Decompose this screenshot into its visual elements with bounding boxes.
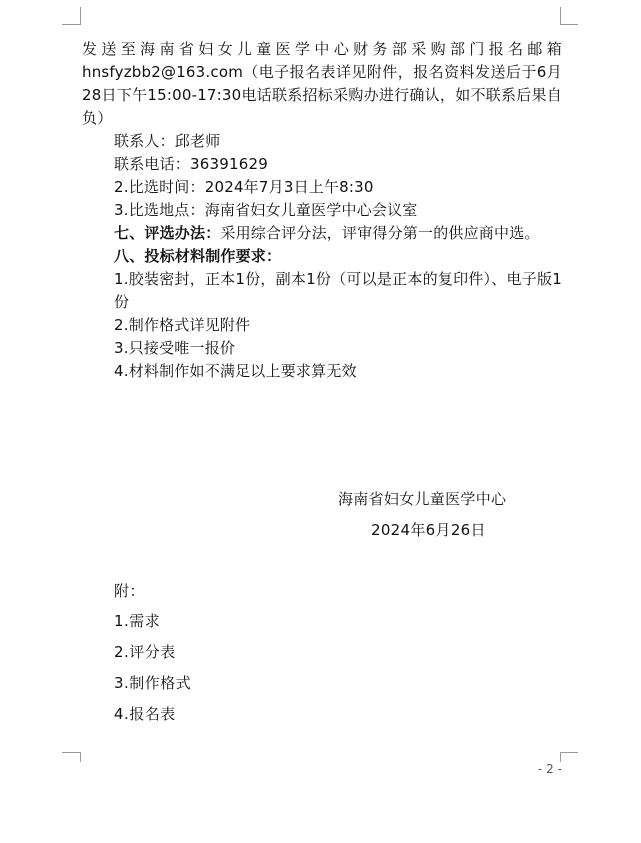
attachments-label: 附： [114,582,146,600]
document-body [82,38,562,383]
signature-organization: 海南省妇女儿童医学中心 [338,490,507,508]
selection-place: 3.比选地点：海南省妇女儿童医学中心会议室 [114,201,418,219]
attachment-item-1: 1.需求 [114,612,161,630]
registration-paragraph: 发送至海南省妇女儿童医学中心财务部采购部门报名邮箱hnsfyzbb2@163.com（电子报名表详见附件，报名资料发送后于6月28日下午15:00-17:30电话联系招标采购办进行确认，如不联系后果自负） [82,40,562,127]
page-number: - 2 - [538,762,562,776]
section-8-item-1: 1.胶装密封，正本1份，副本1份（可以是正本的复印件）、电子版1份 [114,270,562,311]
section-8-item-4: 4.材料制作如不满足以上要求算无效 [114,362,357,380]
attachment-item-2: 2.评分表 [114,643,176,661]
attachment-item-3: 3.制作格式 [114,674,192,692]
section-7-heading: 七、评选办法： [114,224,221,242]
section-7-evaluation [82,222,562,245]
contact-phone: 联系电话：36391629 [114,155,268,173]
section-7-text: 采用综合评分法，评审得分第一的供应商中选。 [220,224,540,242]
contact-person: 联系人：邱老师 [114,132,221,150]
signature-date: 2024年6月26日 [371,521,486,539]
section-8-item-3: 3.只接受唯一报价 [114,339,236,357]
selection-time: 2.比选时间：2024年7月3日上午8:30 [114,178,374,196]
section-8-heading: 八、投标材料制作要求： [114,247,282,265]
attachment-item-4: 4.报名表 [114,705,176,723]
section-8-item-2: 2.制作格式详见附件 [114,316,251,334]
